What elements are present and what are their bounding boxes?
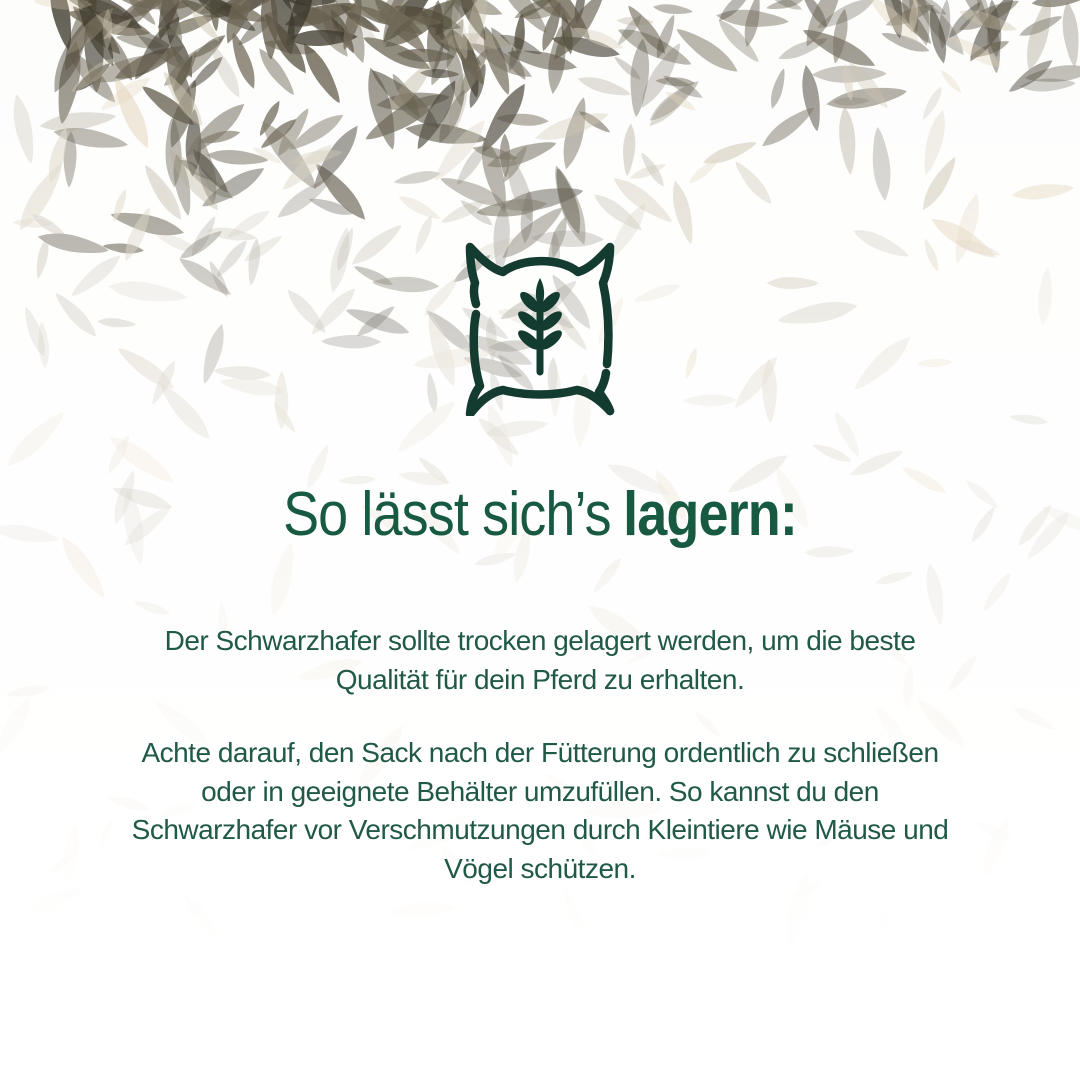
paragraph-close-sack	[60, 734, 1020, 888]
page-title-bold: lagern:	[623, 480, 797, 549]
text-line: Qualität für dein Pferd zu erhalten.	[335, 663, 745, 695]
paragraph-dry-storage	[60, 622, 1020, 699]
page-title-regular: So lässt sich’s	[283, 480, 611, 549]
page-title	[70, 479, 1010, 550]
grain-sack-icon	[465, 242, 615, 416]
text-line: Schwarzhafer vor Verschmutzungen durch Kleintiere wie Mäuse und	[131, 814, 949, 845]
text-line: Vögel schützen.	[444, 852, 636, 884]
text-line: Achte darauf, den Sack nach der Fütterung ordentlich zu schließen	[141, 737, 939, 768]
text-line: oder in geeignete Behälter umzufüllen. So kannst du den	[201, 775, 879, 807]
text-line: Der Schwarzhafer sollte trocken gelagert werden, um die beste	[164, 625, 916, 656]
